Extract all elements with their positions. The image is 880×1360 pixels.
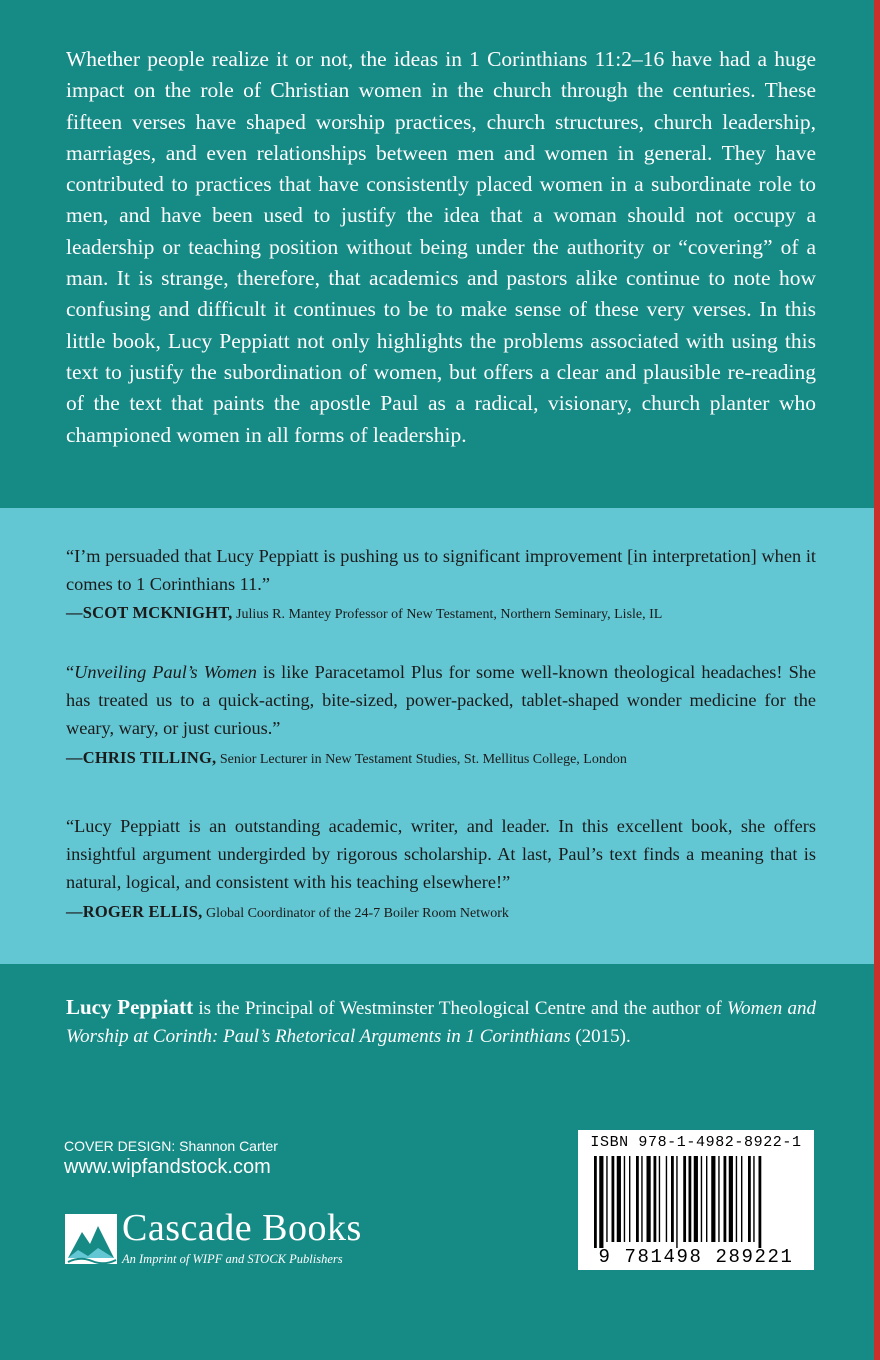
barcode-bar <box>666 1156 667 1242</box>
barcode-bar <box>594 1156 597 1248</box>
endorsement-tilling <box>66 658 816 771</box>
bio-text: is the Principal of Westminster Theological Centre and the author of <box>193 998 727 1019</box>
barcode-bar <box>753 1156 754 1242</box>
barcode-bar <box>599 1156 603 1248</box>
barcode-bar <box>641 1156 642 1242</box>
barcode-bar <box>654 1156 657 1242</box>
barcode-bar <box>683 1156 686 1242</box>
barcode-bar <box>748 1156 751 1242</box>
endorser-name: —CHRIS TILLING, <box>66 747 217 767</box>
endorsement-ellis <box>66 812 816 925</box>
barcode-bar <box>636 1156 639 1242</box>
barcode-bar <box>729 1156 733 1242</box>
author-name: Lucy Peppiatt <box>66 995 194 1019</box>
author-bio <box>66 994 816 1050</box>
endorsement-quote <box>66 658 816 743</box>
description-panel <box>0 0 874 508</box>
barcode-bar <box>694 1156 698 1242</box>
endorsement-quote: “Lucy Peppiatt is an outstanding academic, writer, and leader. In this excellent book, she offers insightful argument undergirded by rigorous scholarship. At last, Paul’s text finds a meaning that is natural, logical, and consistent with his teaching elsewhere!” <box>66 816 816 893</box>
barcode-bar <box>759 1156 762 1248</box>
publisher-logo <box>64 1207 404 1272</box>
cover-design-credit: COVER DESIGN: Shannon Carter <box>64 1138 278 1154</box>
endorser-role: Julius R. Mantey Professor of New Testament, Northern Seminary, Lisle, IL <box>236 607 663 623</box>
endorser-role: Global Coordinator of the 24-7 Boiler Room Network <box>205 905 509 921</box>
previous-book-title: Women and Worship at Corinth: Paul’s Rhetorical Arguments in 1 Corinthians <box>66 998 816 1047</box>
endorsement-attribution <box>66 747 816 771</box>
publisher-name: Cascade Books <box>122 1207 362 1249</box>
barcode-bar <box>624 1156 625 1242</box>
quote-mark: “ <box>66 662 75 682</box>
barcode-bar <box>724 1156 727 1242</box>
quote-text: is like Paracetamol Plus for some well-known theological headaches! She has treated us to a quick-acting, bite-sized, power-packed, tablet-shaped wonder medicine for the weary, wary, or just curious.” <box>66 662 816 739</box>
mountain-icon <box>64 1212 120 1268</box>
bio-text-end: (2015). <box>570 1025 631 1047</box>
barcode-bar <box>718 1156 719 1242</box>
endorser-name: —SCOT MCKNIGHT, <box>66 603 233 623</box>
endorsement-quote: “I’m persuaded that Lucy Peppiatt is pushing us to significant improvement [in interpretation] when it comes to 1 Corinthians 11.” <box>66 546 816 595</box>
spine-edge <box>874 0 880 1360</box>
barcode-bar <box>701 1156 702 1242</box>
endorser-name: —ROGER ELLIS, <box>66 901 203 921</box>
isbn-label: ISBN 978-1-4982-8922-1 <box>590 1134 802 1151</box>
endorser-role: Senior Lecturer in New Testament Studies, St. Mellitus College, London <box>219 751 627 767</box>
publisher-imprint: An Imprint of WIPF and STOCK Publishers <box>122 1252 343 1266</box>
endorsements-panel <box>0 508 874 964</box>
book-title-italic: Unveiling Paul’s Women <box>74 662 257 682</box>
endorsement-attribution <box>66 602 816 626</box>
barcode-bar <box>711 1156 715 1242</box>
barcode-bar <box>671 1156 674 1242</box>
barcode-bar <box>659 1156 660 1242</box>
isbn-barcode <box>578 1130 814 1270</box>
publisher-website: www.wipfandstock.com <box>64 1156 271 1178</box>
barcode-bar <box>612 1156 615 1242</box>
barcode-bar <box>606 1156 607 1242</box>
book-description: Whether people realize it or not, the ideas in 1 Corinthians 11:2–16 have had a huge impact on the role of Christian women in the church through the centuries. These fifteen verses have shaped worship practices, church structures, church leadership, marriages, and even relationships between men and women in general. They have contributed to practices that have consistently placed women in a subordinate role to men, and have been used to justify the idea that a woman should not occupy a leadership or teaching position without being under the authority or “covering” of a man. It is strange, therefore, that academics and pastors alike continue to note how confusing and difficult it continues to be to make sense of these very verses. In this little book, Lucy Peppiatt not only highlights the problems associated with using this text to justify the subordination of women, but offers a clear and plausible re-reading of the text that paints the apostle Paul as a radical, visionary, church planter who championed women in all forms of leadership. <box>66 47 816 447</box>
barcode-digits: 9 781498 289221 <box>598 1246 794 1268</box>
barcode-bar <box>689 1156 692 1242</box>
barcode-bar <box>647 1156 651 1242</box>
barcode-bar <box>676 1156 677 1248</box>
barcode-bar <box>706 1156 707 1242</box>
barcode-bar <box>617 1156 621 1242</box>
endorsement-attribution <box>66 901 816 925</box>
barcode-bar <box>629 1156 630 1242</box>
endorsement-mcknight <box>66 542 816 626</box>
barcode-bar <box>736 1156 737 1242</box>
barcode-bar <box>741 1156 742 1242</box>
